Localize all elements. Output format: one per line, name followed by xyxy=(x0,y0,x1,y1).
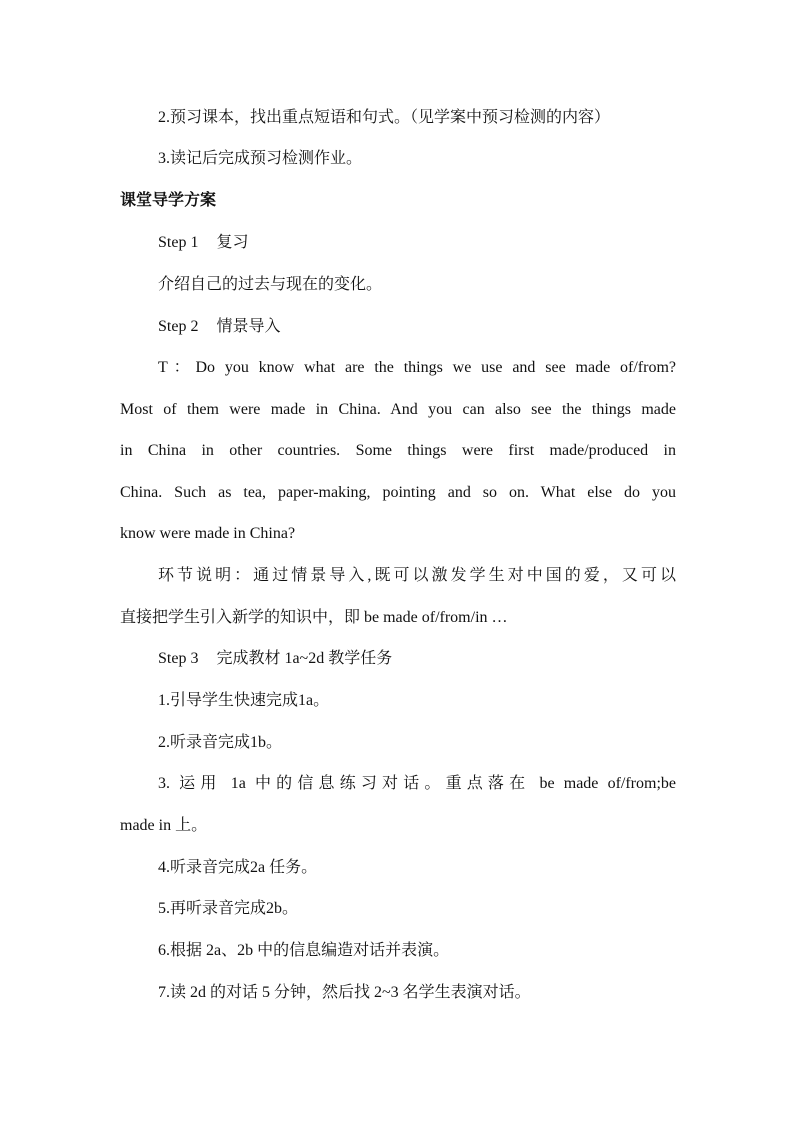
step-1-heading xyxy=(158,233,676,253)
task-item-3-line-1: 3. 运用 1a 中的信息练习对话。重点落在 be made of/from;be xyxy=(158,775,676,792)
task-item-1: 1.引导学生快速完成1a。 xyxy=(158,692,330,709)
step-1-content: 介绍自己的过去与现在的变化。 xyxy=(158,276,383,293)
preview-item-3: 3.读记后完成预习检测作业。 xyxy=(158,150,363,167)
step-2-title: 情景导入 xyxy=(216,318,281,335)
dialogue-line-4: China. Such as tea, paper-making, pointing and so on. What else do you xyxy=(120,484,676,501)
step-3-label: Step 3 xyxy=(158,650,199,667)
step-2-heading xyxy=(158,317,676,337)
task-item-4: 4.听录音完成2a 任务。 xyxy=(158,859,318,876)
task-item-2: 2.听录音完成1b。 xyxy=(158,734,283,751)
dialogue-line-5: know were made in China? xyxy=(120,525,296,542)
dialogue-line-3: in China in other countries. Some things were first made/produced in xyxy=(120,442,676,459)
step-2-label: Step 2 xyxy=(158,318,199,335)
task-item-3-line-2: made in 上。 xyxy=(120,817,208,834)
task-item-6: 6.根据 2a、2b 中的信息编造对话并表演。 xyxy=(158,942,450,959)
dialogue-line-1: T：Do you know what are the things we use and see made of/from? xyxy=(158,359,676,376)
note-line-1: 环节说明：通过情景导入,既可以激发学生对中国的爱，又可以 xyxy=(158,567,676,584)
step-1-label: Step 1 xyxy=(158,234,199,251)
step-3-title: 完成教材 1a~2d 教学任务 xyxy=(216,650,393,667)
note-line-2: 直接把学生引入新学的知识中，即 be made of/from/in … xyxy=(120,609,508,626)
step-3-heading xyxy=(158,649,676,669)
step-1-title: 复习 xyxy=(216,234,249,251)
task-item-5: 5.再听录音完成2b。 xyxy=(158,900,299,917)
section-heading: 课堂导学方案 xyxy=(120,192,217,209)
dialogue-line-2: Most of them were made in China. And you can also see the things made xyxy=(120,401,676,418)
task-item-7: 7.读 2d 的对话 5 分钟，然后找 2~3 名学生表演对话。 xyxy=(158,984,531,1001)
preview-item-2: 2.预习课本，找出重点短语和句式。（见学案中预习检测的内容） xyxy=(158,109,611,126)
